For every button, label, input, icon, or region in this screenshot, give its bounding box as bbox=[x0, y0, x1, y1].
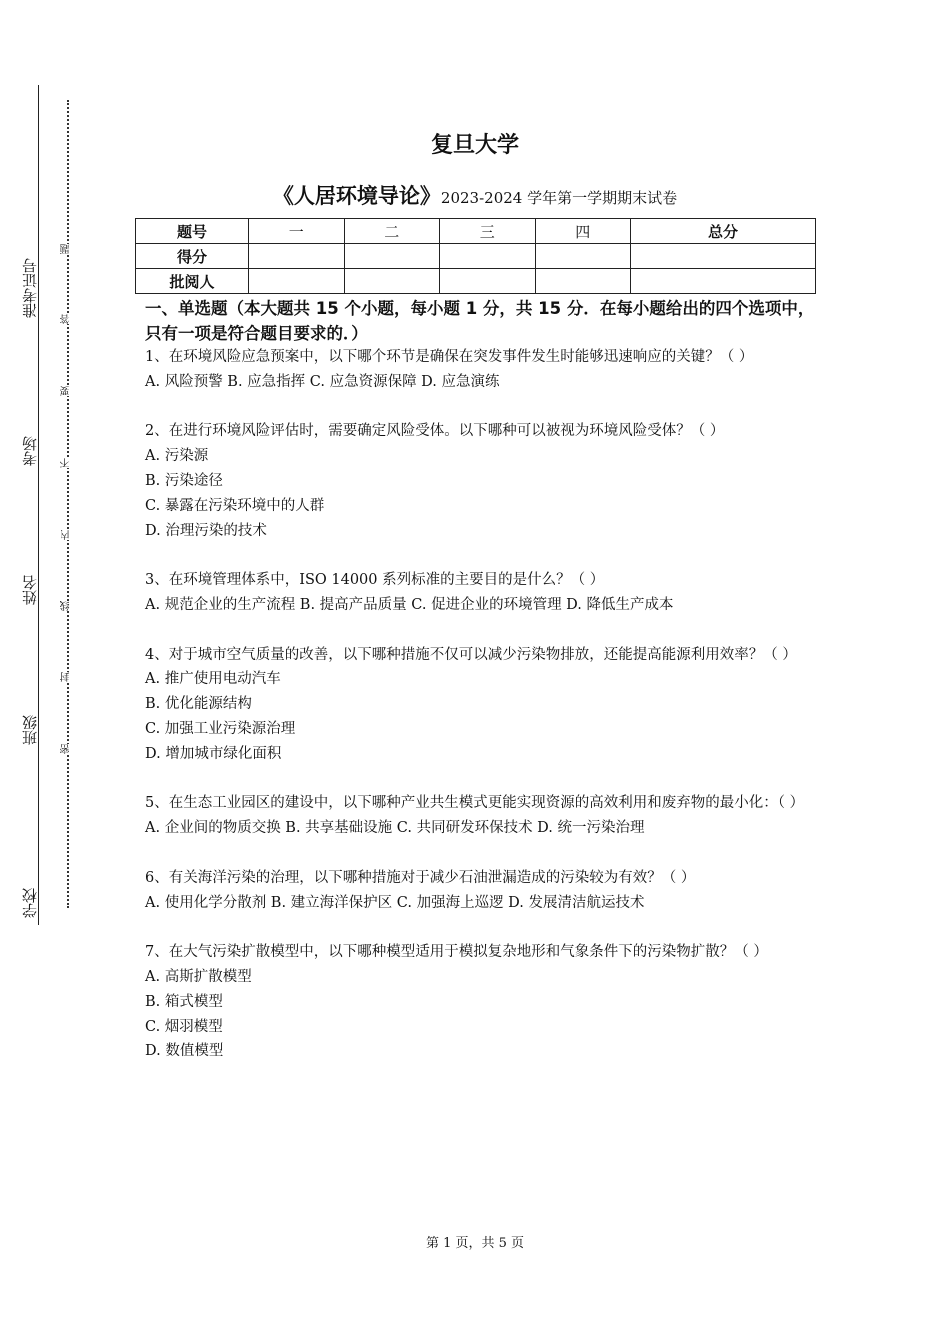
question-stem: 6、有关海洋污染的治理，以下哪种措施对于减少石油泄漏造成的污染较为有效？（ ） bbox=[145, 869, 696, 886]
score-table-cell: 得分 bbox=[136, 244, 249, 269]
question-option: C. 加强工业污染源治理 bbox=[145, 720, 296, 737]
question-option: C. 烟羽模型 bbox=[145, 1018, 223, 1035]
score-table-row bbox=[136, 244, 816, 269]
question-option: D. 增加城市绿化面积 bbox=[145, 745, 282, 762]
question-list bbox=[145, 345, 825, 1089]
question-item bbox=[145, 791, 825, 841]
score-table-cell: 题号 bbox=[136, 219, 249, 244]
score-table-cell: 二 bbox=[344, 219, 440, 244]
seal-char: 内 bbox=[61, 530, 75, 540]
seal-char: 答 bbox=[61, 314, 75, 324]
question-options: A. 使用化学分散剂 B. 建立海洋保护区 C. 加强海上巡逻 D. 发展清洁航运技术 bbox=[145, 894, 645, 911]
score-table-cell bbox=[631, 244, 816, 269]
question-option: B. 箱式模型 bbox=[145, 993, 223, 1010]
seal-char: 密 bbox=[61, 744, 75, 754]
question-stem: 7、在大气污染扩散模型中，以下哪种模型适用于模拟复杂地形和气象条件下的污染物扩散？（ ） bbox=[145, 944, 768, 961]
question-stem: 5、在生态工业园区的建设中，以下哪种产业共生模式更能实现资源的高效利用和废弃物的最小化：（ ） bbox=[145, 795, 805, 812]
question-option: B. 污染途径 bbox=[145, 472, 223, 489]
score-table bbox=[135, 218, 816, 294]
question-stem: 1、在环境风险应急预案中，以下哪个环节是确保在突发事件发生时能够迅速响应的关键？（ ） bbox=[145, 349, 754, 365]
question-option: A. 推广使用电动汽车 bbox=[145, 671, 281, 688]
question-stem: 4、对于城市空气质量的改善，以下哪种措施不仅可以减少污染物排放，还能提高能源利用效率？（ ） bbox=[145, 646, 797, 663]
question-options: A. 企业间的物质交换 B. 共享基础设施 C. 共同研发环保技术 D. 统一污染治理 bbox=[145, 820, 645, 837]
score-table-cell bbox=[344, 269, 440, 294]
score-table-cell: 一 bbox=[249, 219, 345, 244]
school-title: 复旦大学 bbox=[430, 133, 519, 158]
question-stem: 2、在进行环境风险评估时，需要确定风险受体。以下哪种可以被视为环境风险受体？（ ） bbox=[145, 423, 725, 440]
question-options: A. 风险预警 B. 应急指挥 C. 应急资源保障 D. 应急演练 bbox=[145, 373, 500, 390]
question-item bbox=[145, 866, 825, 916]
question-stem: 3、在环境管理体系中，ISO 14000 系列标准的主要目的是什么？（ ） bbox=[145, 572, 605, 589]
section-heading: 一、单选题（本大题共 15 个小题，每小题 1 分，共 15 分．在每小题给出的四个选项中，只有一项是符合题目要求的．） bbox=[145, 299, 815, 343]
seal-char: 封 bbox=[61, 672, 75, 682]
question-option: C. 暴露在污染环境中的人群 bbox=[145, 497, 325, 514]
question-option: A. 污染源 bbox=[145, 448, 209, 465]
question-item bbox=[145, 643, 825, 767]
score-table-cell: 四 bbox=[535, 219, 631, 244]
exam-title bbox=[0, 180, 950, 210]
seal-char: 不 bbox=[61, 458, 75, 468]
question-option: D. 数值模型 bbox=[145, 1043, 224, 1060]
class-label: 班级 bbox=[21, 715, 39, 745]
score-table-cell: 总分 bbox=[631, 219, 816, 244]
exam-room-label: 考场 bbox=[21, 436, 39, 466]
score-table-cell: 批阅人 bbox=[136, 269, 249, 294]
question-options: A. 规范企业的生产流程 B. 提高产品质量 C. 促进企业的环境管理 D. 降低生产成本 bbox=[145, 596, 674, 613]
score-table-cell bbox=[440, 269, 536, 294]
question-item bbox=[145, 419, 825, 543]
course-name: 《人居环境导论》 bbox=[272, 184, 441, 208]
score-table-cell bbox=[344, 244, 440, 269]
score-table-header-row bbox=[136, 219, 816, 244]
question-item bbox=[145, 345, 825, 395]
score-table-cell bbox=[631, 269, 816, 294]
question-item bbox=[145, 568, 825, 618]
name-label: 姓名 bbox=[21, 575, 39, 605]
question-option: D. 治理污染的技术 bbox=[145, 522, 267, 539]
school-label: 学校 bbox=[21, 888, 39, 918]
seal-char: 线 bbox=[61, 601, 75, 611]
seal-char: 要 bbox=[61, 386, 75, 396]
question-option: B. 优化能源结构 bbox=[145, 696, 252, 713]
question-item bbox=[145, 940, 825, 1064]
score-table-cell: 三 bbox=[440, 219, 536, 244]
score-table-cell bbox=[249, 244, 345, 269]
term-label: 2023-2024 学年第一学期期末试卷 bbox=[440, 189, 678, 207]
score-table-cell bbox=[440, 244, 536, 269]
exam-id-label: 准考证号 bbox=[21, 258, 39, 318]
seal-dotted-line bbox=[67, 100, 69, 908]
score-table-cell bbox=[535, 244, 631, 269]
score-table-cell bbox=[535, 269, 631, 294]
page-number: 第 1 页，共 5 页 bbox=[425, 1236, 525, 1251]
score-table-row bbox=[136, 269, 816, 294]
binding-line bbox=[38, 85, 39, 925]
score-table-cell bbox=[249, 269, 345, 294]
seal-char: 题 bbox=[61, 244, 75, 254]
question-option: A. 高斯扩散模型 bbox=[145, 968, 252, 985]
